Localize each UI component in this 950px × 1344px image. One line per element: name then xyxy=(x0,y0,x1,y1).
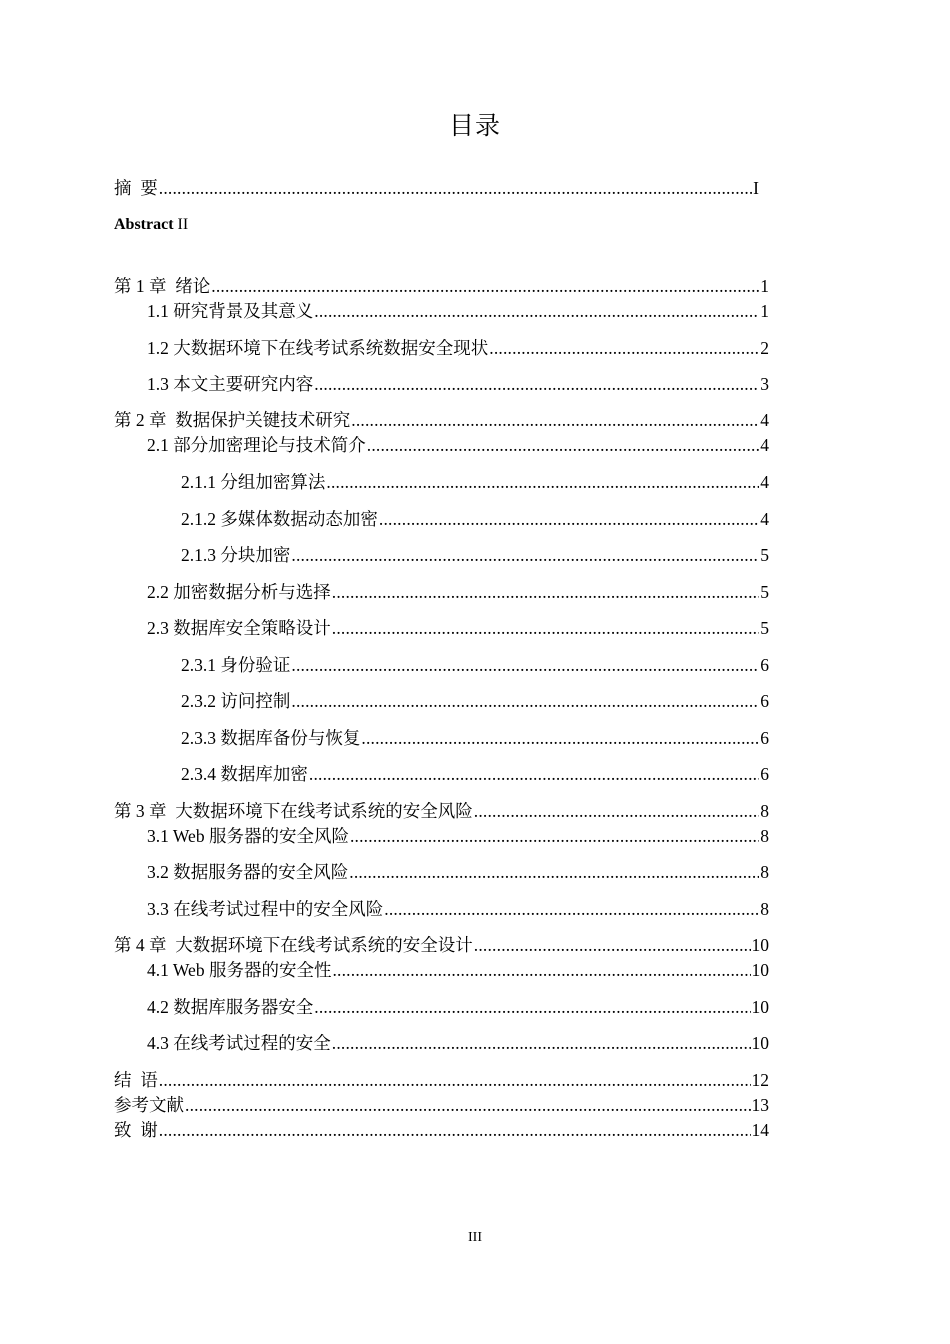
toc-entry-text: 第 1 章 绪论 xyxy=(114,276,211,296)
toc-leader xyxy=(332,580,760,604)
toc-entry-text: 4.1 Web 服务器的安全性 xyxy=(147,960,332,980)
toc-entry-3-1[interactable] xyxy=(147,824,769,848)
toc-entry-text: 2.3.4 数据库加密 xyxy=(181,764,308,784)
toc-leader xyxy=(332,1031,751,1055)
toc-entry-page: 2 xyxy=(760,338,769,358)
toc-entry-page: 13 xyxy=(751,1095,769,1115)
toc-entry-page: II xyxy=(177,216,189,233)
toc-entry-page: 4 xyxy=(760,410,769,430)
toc-entry-text: 参考文献 xyxy=(114,1095,184,1115)
toc-entry-page: 10 xyxy=(751,997,769,1017)
toc-entry-references[interactable] xyxy=(114,1093,769,1117)
toc-entry-text: 3.3 在线考试过程中的安全风险 xyxy=(147,899,384,919)
toc-entry-text: 2.1.3 分块加密 xyxy=(181,545,291,565)
toc-entry-2-3-4[interactable] xyxy=(181,762,769,786)
toc-entry-2-3-1[interactable] xyxy=(181,653,769,677)
toc-entry-page: 3 xyxy=(760,374,769,394)
toc-leader xyxy=(211,274,759,298)
toc-entry-text: 4.3 在线考试过程的安全 xyxy=(147,1033,331,1053)
toc-leader xyxy=(314,995,750,1019)
toc-entry-text: 2.3.1 身份验证 xyxy=(181,655,291,675)
toc-entry-text: 2.1.1 分组加密算法 xyxy=(181,472,326,492)
toc-entry-4-2[interactable] xyxy=(147,995,769,1019)
toc-entry-4-3[interactable] xyxy=(147,1031,769,1055)
toc-entry-page: I xyxy=(753,178,759,198)
toc-leader xyxy=(489,336,759,360)
toc-entry-2-3-3[interactable] xyxy=(181,726,769,750)
toc-entry-page: 4 xyxy=(760,509,769,529)
toc-entry-text: 3.2 数据服务器的安全风险 xyxy=(147,862,349,882)
toc-entry-text: 第 3 章 大数据环境下在线考试系统的安全风险 xyxy=(114,801,473,821)
toc-entry-3-2[interactable] xyxy=(147,860,769,884)
toc-entry-text: 2.3 数据库安全策略设计 xyxy=(147,618,331,638)
toc-entry-page: 12 xyxy=(751,1070,769,1090)
toc-entry-page: 1 xyxy=(760,276,769,296)
toc-entry-text: 2.2 加密数据分析与选择 xyxy=(147,582,331,602)
toc-entry-page: 6 xyxy=(760,728,769,748)
toc-entry-page: 8 xyxy=(760,899,769,919)
toc-entry-chapter-1[interactable] xyxy=(114,274,769,298)
toc-entry-text: 1.3 本文主要研究内容 xyxy=(147,374,314,394)
toc-leader xyxy=(474,933,751,957)
toc-entry-2-3[interactable] xyxy=(147,616,769,640)
toc-entry-page: 5 xyxy=(760,582,769,602)
toc-entry-1-1[interactable] xyxy=(147,299,769,323)
toc-entry-text: 结 语 xyxy=(114,1070,158,1090)
toc-entry-2-2[interactable] xyxy=(147,580,769,604)
toc-entry-abstract-cn[interactable] xyxy=(114,176,769,200)
toc-leader xyxy=(159,1068,751,1092)
page-title: 目录 xyxy=(448,111,501,140)
toc-leader xyxy=(326,470,759,494)
toc-entry-chapter-3[interactable] xyxy=(114,799,769,823)
toc-entry-text: 1.1 研究背景及其意义 xyxy=(147,301,314,321)
toc-leader xyxy=(361,726,759,750)
toc-entry-page: 14 xyxy=(751,1120,769,1140)
toc-entry-page: 6 xyxy=(760,655,769,675)
toc-entry-2-1-3[interactable] xyxy=(181,543,769,567)
toc-entry-text: 摘 要 xyxy=(114,178,158,198)
toc-leader xyxy=(332,958,750,982)
toc-leader xyxy=(349,860,759,884)
toc-leader xyxy=(291,543,759,567)
toc-entry-text: 1.2 大数据环境下在线考试系统数据安全现状 xyxy=(147,338,489,358)
toc-leader xyxy=(474,799,760,823)
toc-entry-4-1[interactable] xyxy=(147,958,769,982)
toc-entry-text: 2.3.2 访问控制 xyxy=(181,691,291,711)
toc-leader xyxy=(384,897,759,921)
toc-entry-page: 10 xyxy=(751,1033,769,1053)
toc-entry-page: 10 xyxy=(751,935,769,955)
toc-leader xyxy=(332,616,760,640)
toc-entry-text: 第 4 章 大数据环境下在线考试系统的安全设计 xyxy=(114,935,473,955)
toc-entry-2-1-2[interactable] xyxy=(181,507,769,531)
toc-leader xyxy=(159,176,752,200)
toc-entry-page: 5 xyxy=(760,545,769,565)
toc-entry-text: 第 2 章 数据保护关键技术研究 xyxy=(114,410,351,430)
toc-entry-text: 2.1 部分加密理论与技术简介 xyxy=(147,435,366,455)
toc-entry-page: 6 xyxy=(760,764,769,784)
toc-entry-page: 8 xyxy=(760,826,769,846)
toc-entry-text: 2.3.3 数据库备份与恢复 xyxy=(181,728,361,748)
toc-entry-chapter-2[interactable] xyxy=(114,408,769,432)
toc-entry-1-2[interactable] xyxy=(147,336,769,360)
toc-entry-1-3[interactable] xyxy=(147,372,769,396)
toc-entry-text: 3.1 Web 服务器的安全风险 xyxy=(147,826,349,846)
toc-entry-2-3-2[interactable] xyxy=(181,689,769,713)
toc-entry-page: 1 xyxy=(760,301,769,321)
toc-entry-page: 8 xyxy=(760,862,769,882)
toc-entry-page: 6 xyxy=(760,691,769,711)
toc-entry-text: 4.2 数据库服务器安全 xyxy=(147,997,314,1017)
toc-leader xyxy=(379,507,759,531)
toc-leader xyxy=(351,408,759,432)
toc-entry-2-1-1[interactable] xyxy=(181,470,769,494)
toc-entry-abstract-en[interactable] xyxy=(114,213,188,237)
toc-leader xyxy=(350,824,759,848)
toc-entry-text: 致 谢 xyxy=(114,1120,158,1140)
toc-entry-chapter-4[interactable] xyxy=(114,933,769,957)
toc-entry-3-3[interactable] xyxy=(147,897,769,921)
toc-leader xyxy=(309,762,759,786)
toc-entry-text: 2.1.2 多媒体数据动态加密 xyxy=(181,509,378,529)
toc-entry-page: 4 xyxy=(760,472,769,492)
toc-leader xyxy=(159,1118,751,1142)
toc-leader xyxy=(367,433,760,457)
page-number: III xyxy=(468,1230,482,1245)
toc-leader xyxy=(291,689,759,713)
toc-leader xyxy=(185,1093,751,1117)
toc-entry-page: 8 xyxy=(760,801,769,821)
toc-entry-conclusion[interactable] xyxy=(114,1068,769,1092)
toc-leader xyxy=(291,653,759,677)
toc-entry-text: Abstract xyxy=(114,216,174,233)
toc-leader xyxy=(314,299,759,323)
toc-entry-page: 10 xyxy=(751,960,769,980)
toc-entry-acknowledgements[interactable] xyxy=(114,1118,769,1142)
toc-entry-2-1[interactable] xyxy=(147,433,769,457)
toc-entry-page: 4 xyxy=(760,435,769,455)
toc-entry-page: 5 xyxy=(760,618,769,638)
toc-leader xyxy=(314,372,759,396)
